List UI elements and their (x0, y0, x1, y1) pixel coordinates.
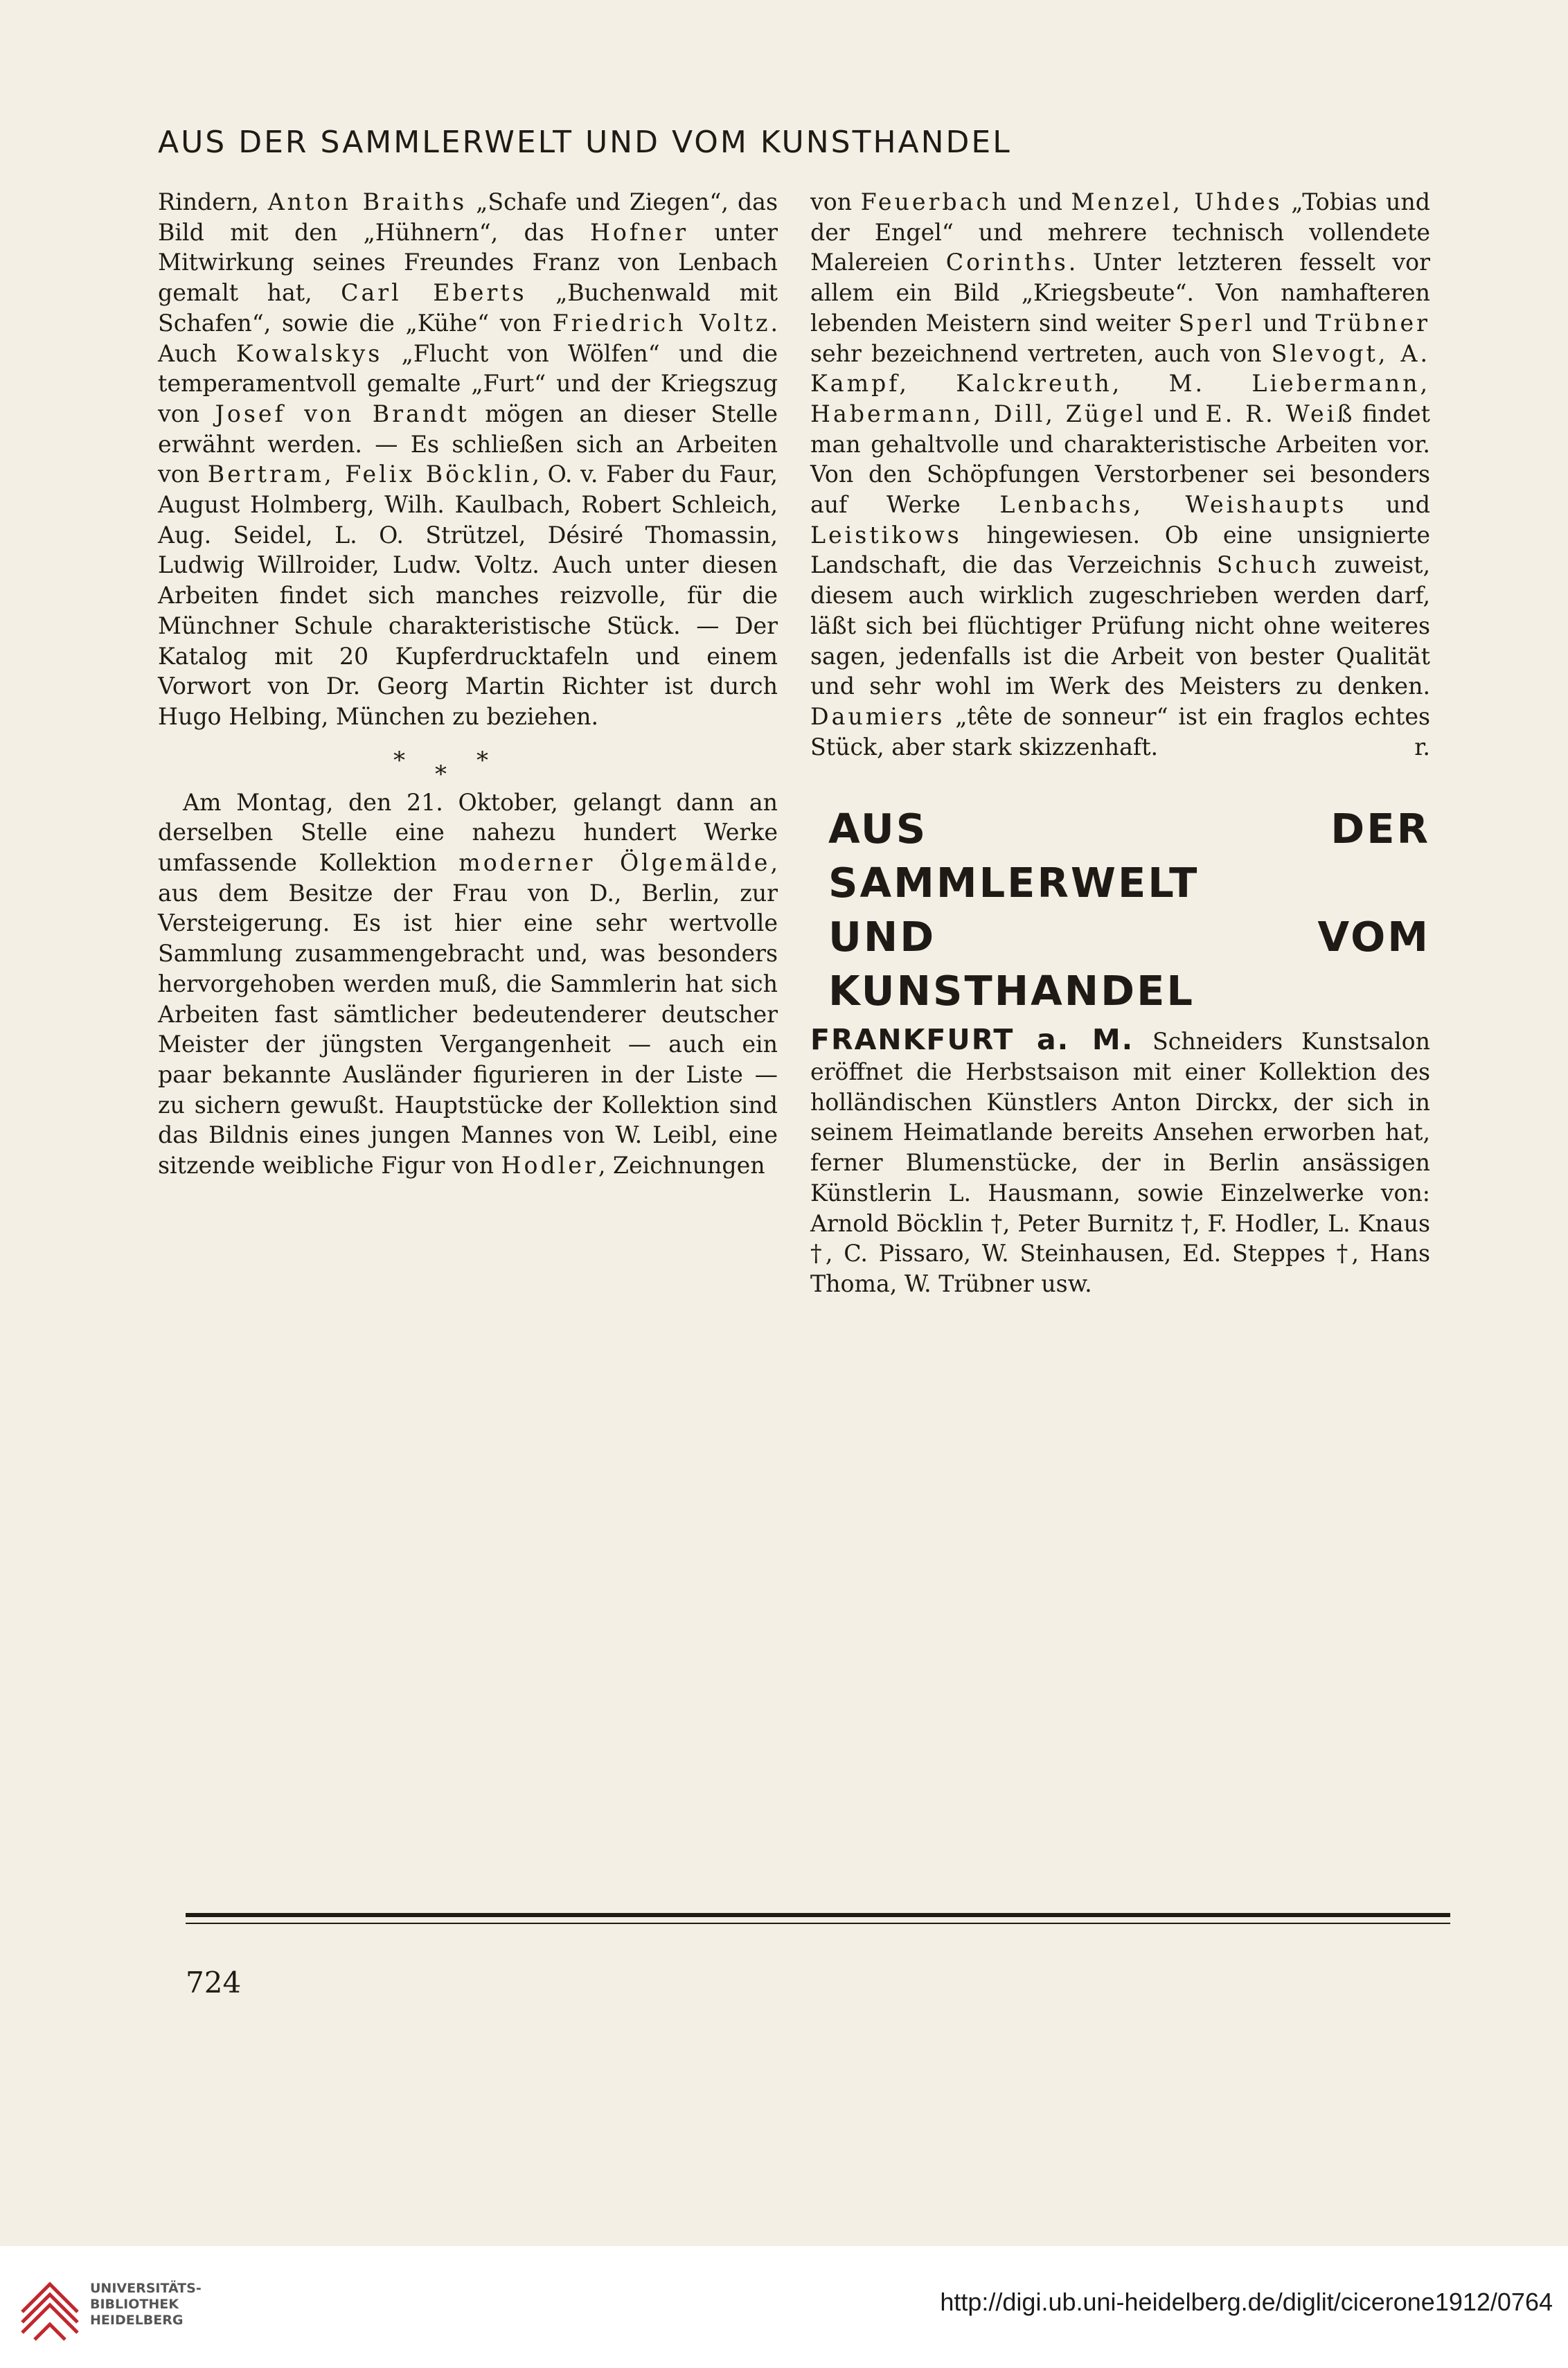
spaced-name: Friedrich Voltz (552, 309, 771, 337)
footer-rule-thick (186, 1913, 1450, 1917)
frankfurt-text: Schneiders Kunstsalon eröffnet die Herbstsaison mit einer Kollektion des holländischen Künstlers Anton Dirckx, der sich in seinem Heimatlande bereits Ansehen erworben hat, ferner Blumenstücke, der in Berlin ansässigen Künstlerin L. Hausmann, sowie Einzelwerke von: Arnold Böcklin †, Peter Burnitz †, F. Hodler, L. Knaus †, C. Pissaro, W. Steinhausen, Ed. Steppes †, Hans Thoma, W. Trübner usw. (810, 1028, 1430, 1297)
spaced-name: Feuerbach (860, 188, 1010, 215)
right-paragraph-1: von Feuerbach und Menzel, Uhdes „Tobias und der Engel“ und mehrere technisch vollendete Malereien Corinths. Unter letzteren fesselt vor allem ein Bild „Kriegsbeute“. Von namhafteren lebenden Meistern sind weiter Sperl und Trübner sehr bezeichnend vertreten, auch von Slevogt, A. Kampf, Kalckreuth, M. Liebermann, Habermann, Dill, Zügel und E. R. Weiß findet man gehaltvolle und charakteristische Arbeiten vor. Von den Schöpfungen Verstorbener sei besonders auf Werke Lenbachs, Weishaupts und Leistikows hingewiesen. Ob eine unsignierte Landschaft, die das Verzeichnis Schuch zuweist, diesem auch wirklich zugeschrieben werden darf, läßt sich bei flüchtiger Prüfung nicht ohne weiteres sagen, jedenfalls ist die Arbeit von bester Qualität und sehr wohl im Werk des Meisters zu denken. Daumiers „tête de sonneur“ ist ein fraglos echtes Stück, aber stark skizzenhaft. r. (810, 187, 1430, 762)
right-paragraph-2 (810, 1025, 1430, 1299)
library-logo-icon (15, 2270, 84, 2343)
section-title-line: AUS DER SAMMLERWELT (828, 805, 1430, 907)
spaced-name: Slevogt, A. Kampf, Kalckreuth, M. Liebermann, Habermann, Dill, Zügel (810, 339, 1430, 427)
footer-rule-thin (186, 1923, 1450, 1924)
spaced-name: Anton Braiths (267, 188, 467, 215)
separator-star: * (435, 760, 447, 788)
library-name: UNIVERSITÄTS- BIBLIOTHEK HEIDELBERG (90, 2281, 202, 2328)
library-footer (0, 2246, 1568, 2368)
spaced-name: Lenbachs, Weishaupts (999, 491, 1347, 519)
section-title-line: UND VOM KUNSTHANDEL (828, 913, 1430, 1015)
author-initial: r. (1414, 733, 1430, 760)
separator-star: * (393, 746, 405, 774)
city-heading: FRANKFURT a. M. (810, 1023, 1134, 1057)
spaced-name: Menzel, Uhdes (1071, 188, 1283, 215)
spaced-name: moderner Ölgemälde (458, 849, 771, 877)
spaced-name: Bertram, Felix Böcklin (207, 461, 533, 488)
source-url-link[interactable]: http://digi.ub.uni-heidelberg.de/diglit/cicerone1912/0764 (940, 2288, 1553, 2316)
spaced-name: Trübner (1315, 309, 1430, 337)
right-column (810, 187, 1430, 1299)
spaced-name: Hofner (589, 218, 689, 246)
page-number: 724 (186, 1966, 242, 2000)
spaced-name: Leistikows (810, 521, 962, 549)
spaced-name: Corinths (945, 249, 1069, 276)
left-paragraph-2: Am Montag, den 21. Oktober, gelangt dann an derselben Stelle eine nahezu hundert Werke umfassende Kollektion moderner Ölgemälde, aus dem Besitze der Frau von D., Berlin, zur Versteigerung. Es ist hier eine sehr wertvolle Sammlung zusammengebracht und, was besonders hervorgehoben werden muß, die Sammlerin hat sich Arbeiten fast sämtlicher bedeutenderer deutscher Meister der jüngsten Vergangenheit — auch ein paar bekannte Ausländer figurieren in der Liste — zu sichern gewußt. Hauptstücke der Kollektion sind das Bildnis eines jungen Mannes von W. Leibl, eine sitzende weibliche Figur von Hodler, Zeichnungen (158, 788, 778, 1179)
section-separator (158, 732, 778, 787)
separator-star: * (476, 746, 488, 774)
spaced-name: Josef von Brandt (215, 400, 470, 427)
left-column (158, 187, 778, 1181)
section-title (828, 802, 1430, 1018)
spaced-name: Sperl (1178, 309, 1255, 337)
spaced-name: Hodler (501, 1152, 598, 1179)
spaced-name: Schuch (1216, 551, 1319, 579)
running-header: AUS DER SAMMLERWELT UND VOM KUNSTHANDEL (158, 125, 1012, 160)
spaced-name: Daumiers (810, 702, 945, 730)
spaced-name: E. R. Weiß (1205, 400, 1355, 427)
spaced-name: Carl Eberts (341, 279, 527, 307)
left-paragraph-1: Rindern, Anton Braiths „Schafe und Ziegen“, das Bild mit den „Hühnern“, das Hofner unter Mitwirkung seines Freundes Franz von Lenbach gemalt hat, Carl Eberts „Buchenwald mit Schafen“, sowie die „Kühe“ von Friedrich Voltz. Auch Kowalskys „Flucht von Wölfen“ und die temperamentvoll gemalte „Furt“ und der Kriegszug von Josef von Brandt mögen an dieser Stelle erwähnt werden. — Es schließen sich an Arbeiten von Bertram, Felix Böcklin, O. v. Faber du Faur, August Holmberg, Wilh. Kaulbach, Robert Schleich, Aug. Seidel, L. O. Strützel, Désiré Thomassin, Ludwig Willroider, Ludw. Voltz. Auch unter diesen Arbeiten findet sich manches reizvolle, für die Münchner Schule charakteristische Stück. — Der Katalog mit 20 Kupferdrucktafeln und einem Vorwort von Dr. Georg Martin Richter ist durch Hugo Helbing, München zu beziehen. (158, 188, 778, 730)
spaced-name: Kowalskys (235, 339, 383, 367)
